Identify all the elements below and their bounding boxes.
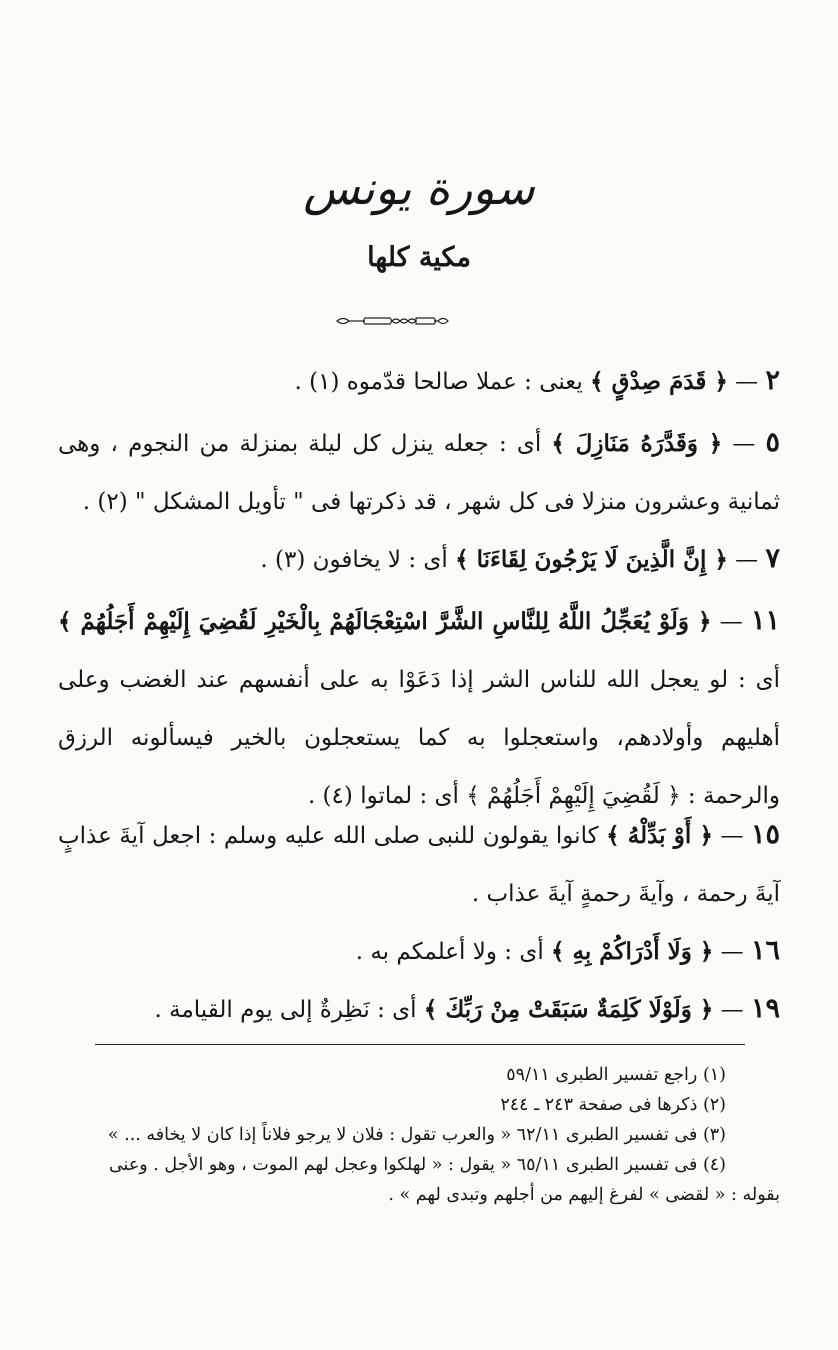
verse-quote: ﴿ إِنَّ الَّذِينَ لَا يَرْجُونَ لِقَاءَنَا ﴾ <box>455 546 728 573</box>
entry-text: أى : جعله ينزل كل ليلة بمنزلة من النجوم ، وهى ثمانية وعشرون منزلا فى كل شهر ، قد ذكرتها فى " تأويل المشكل " (٢) . <box>58 431 780 515</box>
dash: — <box>735 369 759 395</box>
entry-11 <box>58 592 780 825</box>
footnote-3 <box>58 1120 726 1150</box>
footnote-4-continuation <box>58 1180 780 1210</box>
dash: — <box>720 823 744 849</box>
footnote-label: (٤) <box>702 1155 726 1175</box>
verse-number: ٢ <box>765 365 780 396</box>
entry-15 <box>58 806 780 923</box>
footnote-1 <box>58 1060 726 1090</box>
verse-quote: ﴿ أَوْ بَدِّلْهُ ﴾ <box>606 822 713 849</box>
entry-7 <box>58 530 780 589</box>
entry-text: أى : نَظِرةٌ إلى يوم القيامة . <box>154 997 417 1023</box>
dash: — <box>735 547 759 573</box>
footnote-2 <box>58 1090 726 1120</box>
entry-2 <box>58 352 780 411</box>
dash: — <box>720 997 744 1023</box>
footnote-text: راجع تفسير الطبرى ٥٩/١١ <box>506 1065 698 1085</box>
verse-quote: ﴿ وَقَدَّرَهُ مَنَازِلَ ﴾ <box>551 430 723 457</box>
footnotes <box>58 1060 780 1210</box>
verse-quote: ﴿ وَلَوْلَا كَلِمَةٌ سَبَقَتْ مِنْ رَبِّكَ ﴾ <box>423 996 714 1023</box>
verse-quote: ﴿ وَلَوْ يُعَجِّلُ اللَّهُ لِلنَّاسِ الشَّرَّ اسْتِعْجَالَهُمْ بِالْخَيْرِ لَقُضِيَ إِلَيْهِمْ أَجَلُهُمْ ﴾ <box>58 608 712 635</box>
verse-number: ١٩ <box>750 993 780 1024</box>
entry-text: أى : ولا أعلمكم به . <box>355 939 544 965</box>
verse-number: ٥ <box>765 427 780 458</box>
entry-16 <box>58 922 780 981</box>
footnote-4 <box>58 1150 726 1180</box>
verse-number: ٧ <box>765 543 780 574</box>
footnote-label: (٣) <box>702 1125 726 1145</box>
footnote-text: فى تفسير الطبرى ٦٥/١١ « يقول : « لهلكوا وعجل لهم الموت ، وهو الأجل . وعنى <box>108 1155 698 1175</box>
surah-subtitle: مكية كلها <box>367 242 471 273</box>
footnote-label: (٢) <box>702 1095 726 1115</box>
entry-19 <box>58 980 780 1039</box>
entry-text: كانوا يقولون للنبى صلى الله عليه وسلم : اجعل آيةَ عذابٍ آيةَ رحمة ، وآيةَ رحمةٍ آيةَ عذاب . <box>58 823 780 907</box>
verse-number: ١١ <box>751 605 781 636</box>
verse-quote: ﴿ قَدَمَ صِدْقٍ ﴾ <box>590 368 728 395</box>
entry-5 <box>58 414 780 531</box>
verse-quote: ﴿ وَلَا أَدْرَاكُمْ بِهِ ﴾ <box>551 938 714 965</box>
entry-text: يعنى : عملا صالحا قدّموه (١) . <box>294 369 583 395</box>
verse-number: ١٥ <box>751 819 781 850</box>
verse-number: ١٦ <box>750 935 780 966</box>
ornament-divider-icon <box>335 314 450 328</box>
entry-text: أى : لو يعجل الله للناس الشر إذا دَعَوْا به على أنفسهم عند الغضب وعلى أهليهم وأولادهم، واستعجلوا به كما يستعجلون بالخير فيسألونه الرزق والرحمة : ﴿ لَقُضِيَ إِلَيْهِمْ أَجَلُهُمْ ﴾ أى : لماتوا (٤) . <box>58 667 780 809</box>
footnote-separator <box>95 1044 745 1045</box>
dash: — <box>719 609 743 635</box>
footnote-text: ذكرها فى صفحة ٢٤٣ ـ ٢٤٤ <box>500 1095 698 1115</box>
footnote-text: بقوله : « لقضى » لفرغ إليهم من أجلهم وتبدى لهم » . <box>388 1185 780 1205</box>
surah-title: سورة يونس <box>303 161 535 215</box>
footnote-text: فى تفسير الطبرى ٦٢/١١ « والعرب تقول : فلان لا يرجو فلاناً إذا كان لا يخافه ... » <box>107 1125 698 1145</box>
dash: — <box>732 431 756 457</box>
dash: — <box>720 939 744 965</box>
footnote-label: (١) <box>702 1065 726 1085</box>
entry-text: أى : لا يخافون (٣) . <box>260 547 448 573</box>
